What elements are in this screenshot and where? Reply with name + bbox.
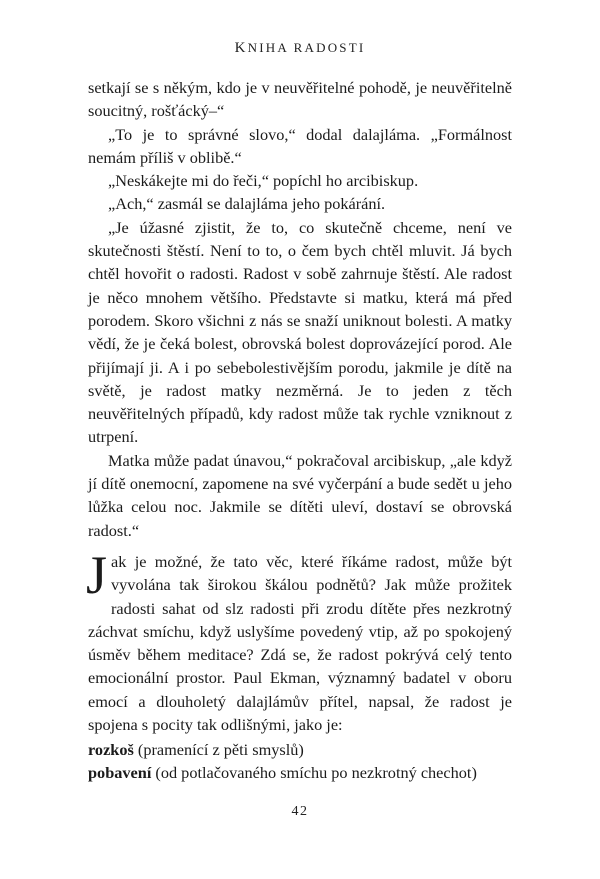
header-initial: K	[234, 40, 248, 56]
running-header	[0, 40, 600, 57]
list-term: rozkoš	[88, 740, 134, 759]
paragraph: Matka může padat únavou,“ pokračoval arcibiskup, „ale když jí dítě onemocní, zapomene na své vyčerpání a bude sedět u jeho lůžka celou noc. Jakmile se dítěti uleví, dostaví se obrovská radost.“	[88, 450, 512, 540]
page-number: 42	[291, 804, 309, 819]
list-item	[88, 738, 528, 761]
paragraph: setkají se s někým, kdo je v neuvěřitelné pohodě, je neuvěřitelně soucitný, rošťácký–“	[88, 78, 512, 121]
dialogue-section	[88, 76, 512, 542]
list-term: pobavení	[88, 763, 152, 783]
list-desc: (pramenící z pěti smyslů)	[133, 740, 304, 759]
section-text: ak je možné, že tato věc, které říkáme radost, může být vyvolána tak širokou škálou podnětů? Jak může prožitek radosti sahat od slz radosti při zrodu dítěte přes nezkrotný záchvat smíchu, když uslyšíme povedený vtip, až po spokojený úsměv během meditace? Zdá se, že radost pokrývá celý tento emocionální prostor. Paul Ekman, významný badatel v oboru emocí a dlouholetý dalajlámův přítel, napsal, že radost je spojena s pocity tak odlišnými, jako je:	[88, 552, 512, 735]
section-paragraph	[86, 545, 512, 736]
emotion-list	[88, 738, 528, 785]
list-item	[88, 761, 528, 784]
list-desc: (od potlačovaného smíchu po nezkrotný chechot)	[151, 763, 477, 783]
drop-cap: J	[86, 545, 108, 605]
paragraph: „Je úžasné zjistit, že to, co skutečně chceme, není ve skutečnosti štěstí. Není to to, o čem bych chtěl mluvit. Já bych chtěl hovořit o radosti. Radost v sobě zahrnuje štěstí. Ale radost je něco mnohem většího. Představte si matku, která má před porodem. Skoro všichni z nás se snaží uniknout bolesti. A matky vědí, že je čeká bolest, obrovská bolest doprovázející porod. Ale přijímají ji. A i po sebebolestivějším porodu, jakmile je dítě na světě, je radost matky nezměrná. Je to jeden z těch neuvěřitelných případů, kdy radost může tak rychle vzniknout z utrpení.	[88, 217, 512, 447]
paragraph: „To je to správné slovo,“ dodal dalajláma. „Formálnost nemám příliš v oblibě.“	[88, 124, 512, 167]
paragraph: „Ach,“ zasmál se dalajláma jeho pokárání.	[108, 194, 386, 214]
paragraph: „Neskákejte mi do řeči,“ popíchl ho arcibiskup.	[108, 171, 419, 191]
header-title: NIHA RADOSTI	[247, 40, 366, 55]
